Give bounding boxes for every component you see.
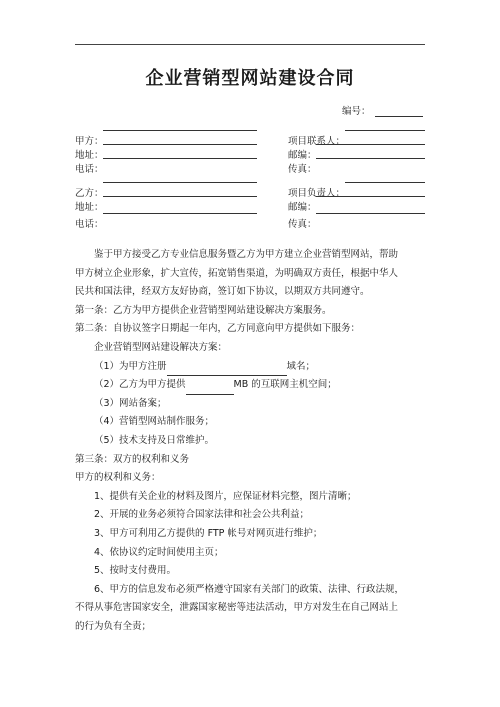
- document-title: 企业营销型网站建设合同: [145, 68, 355, 89]
- duty-item-4: 4、依协议约定时间使用主页；: [94, 546, 224, 558]
- duty-item-6-cont: 不得从事危害国家安全，泄露国家秘密等违法活动，甲方对发生在自己网站上: [75, 602, 399, 614]
- preamble-line: 民共和国法律，经双方友好协商，签订如下协议，以期双方共同遵守。: [75, 286, 370, 298]
- party-a-phone-label: 电话：: [75, 164, 104, 175]
- party-b-fax-field: [288, 216, 317, 230]
- party-a-postcode-blank[interactable]: [316, 144, 425, 145]
- article-2: 第二条：自协议签字日期起一年内，乙方同意向甲方提供如下服务：: [75, 323, 361, 335]
- party-b-postcode-label: 邮编：: [288, 202, 317, 213]
- party-a-name-blank[interactable]: [103, 130, 257, 131]
- party-a-postcode-label: 邮编：: [288, 150, 317, 161]
- party-b-postcode-blank[interactable]: [316, 196, 425, 197]
- party-b-phone-blank[interactable]: [103, 213, 257, 214]
- party-a-fax-blank[interactable]: [316, 158, 425, 159]
- party-a-rights-heading: 甲方的权利和义务：: [75, 472, 161, 484]
- party-b-address-blank[interactable]: [103, 196, 257, 197]
- header-rule: [75, 44, 425, 45]
- duty-item-1: 1、提供有关企业的材料及图片，应保证材料完整，图片清晰；: [94, 490, 357, 502]
- contract-body: [75, 246, 427, 636]
- party-a-address-blank[interactable]: [103, 144, 257, 145]
- party-a-name-field: [75, 133, 104, 147]
- service-item-1: [75, 358, 427, 377]
- party-b-postcode-field: [288, 199, 317, 213]
- preamble-line: 甲方树立企业形象，扩大宣传，拓宽销售渠道，为明确双方责任，根据中华人: [75, 267, 399, 279]
- service-item-2: [75, 376, 427, 395]
- service-item-1-suffix: 域名；: [286, 360, 316, 372]
- party-b-address-label: 地址：: [75, 202, 104, 213]
- service-item-2-suffix: MB 的互联网主机空间；: [233, 379, 337, 391]
- party-a-address-field: [75, 147, 104, 161]
- party-a-fax-field: [288, 161, 317, 175]
- service-item-2-prefix: （2）乙方为甲方提供: [94, 379, 186, 391]
- solution-title: 企业营销型网站建设解决方案：: [94, 341, 228, 353]
- duty-item-3: 3、甲方可利用乙方提供的 FTP 帐号对网页进行维护；: [94, 527, 323, 539]
- party-a-address-label: 地址：: [75, 150, 104, 161]
- contract-number: [342, 103, 423, 117]
- party-b-name-label: 乙方：: [75, 188, 104, 199]
- duty-item-5: 5、按时支付费用。: [94, 565, 177, 577]
- party-a-phone-field: [75, 161, 104, 175]
- duty-item-2: 2、开展的业务必须符合国家法律和社会公共利益；: [94, 509, 310, 521]
- party-b-name-field: [75, 185, 104, 199]
- service-item-3: （3）网站备案；: [94, 397, 167, 409]
- duty-item-6: 6、甲方的信息发布必须严格遵守国家有关部门的政策、法律、行政法规，: [94, 583, 405, 595]
- contract-number-blank[interactable]: [375, 106, 423, 117]
- domain-blank[interactable]: [167, 364, 287, 376]
- article-3: 第三条：双方的权利和义务: [75, 453, 190, 465]
- party-a-contact-label: 项目联系人：: [288, 136, 346, 147]
- party-b-phone-label: 电话：: [75, 219, 104, 230]
- party-b-fax-blank[interactable]: [316, 213, 425, 214]
- party-b-manager-label: 项目负责人：: [288, 188, 346, 199]
- duty-item-6-cont: 的行为负有全责；: [75, 620, 152, 632]
- article-1: 第一条：乙方为甲方提供企业营销型网站建设解决方案服务。: [75, 304, 332, 316]
- contract-number-label: 编号：: [342, 106, 371, 117]
- party-a-name-label: 甲方：: [75, 136, 104, 147]
- service-item-1-prefix: （1）为甲方注册: [94, 360, 167, 372]
- party-a-contact-blank[interactable]: [345, 130, 425, 131]
- party-b-manager-blank[interactable]: [345, 182, 425, 183]
- service-item-4: （4）营销型网站制作服务；: [94, 416, 215, 428]
- party-a-phone-blank[interactable]: [103, 158, 257, 159]
- party-b-address-field: [75, 199, 104, 213]
- space-size-blank[interactable]: [186, 383, 234, 395]
- party-b-phone-field: [75, 216, 104, 230]
- party-b-name-blank[interactable]: [103, 182, 257, 183]
- party-b-fax-label: 传真：: [288, 219, 317, 230]
- preamble-line: 鉴于甲方接受乙方专业信息服务暨乙方为甲方建立企业营销型网站，帮助: [94, 249, 399, 260]
- party-a-postcode-field: [288, 147, 317, 161]
- party-a-fax-label: 传真：: [288, 164, 317, 175]
- service-item-5: （5）技术支持及日常维护。: [94, 434, 215, 446]
